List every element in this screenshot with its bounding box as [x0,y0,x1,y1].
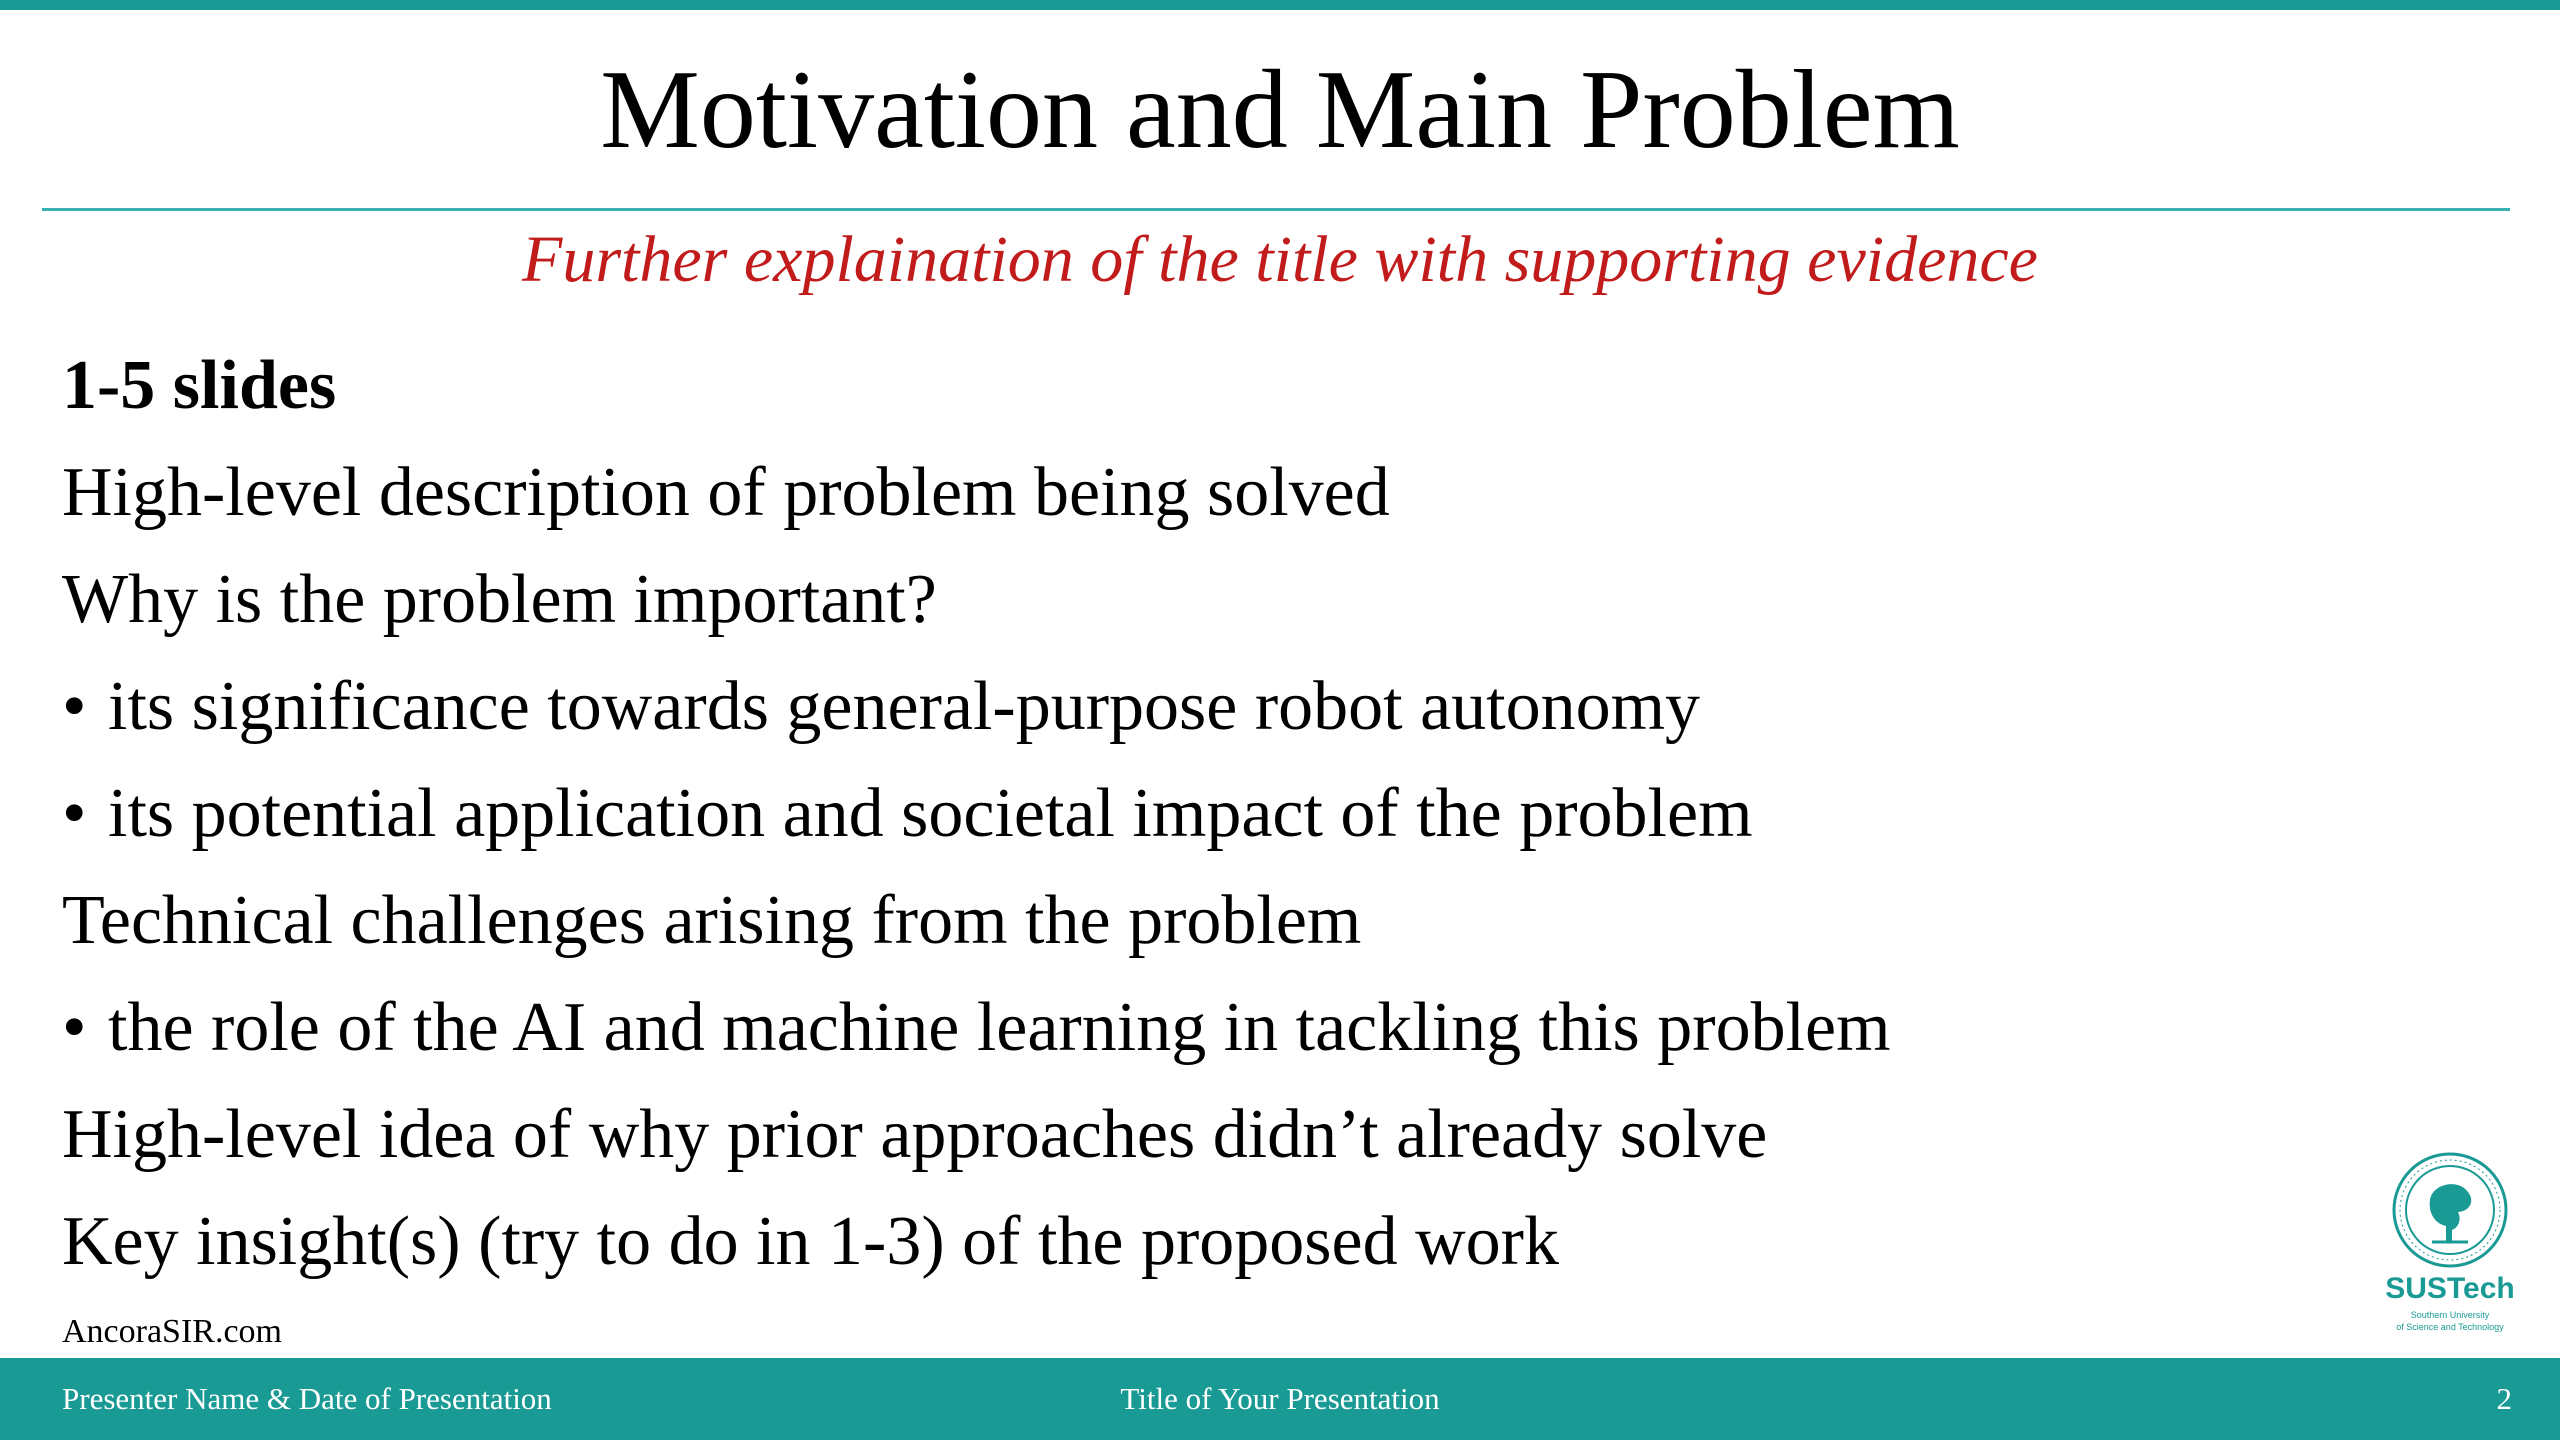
body-line [62,332,2362,439]
body-line-text: 1-5 slides [62,347,337,424]
body-line-text: its potential application and societal impact of the problem [108,775,1753,852]
slide-footer [0,1358,2560,1440]
site-url: AncoraSIR.com [62,1313,283,1350]
body-line-text: its significance towards general-purpose robot autonomy [108,668,1701,745]
body-line [62,653,2362,760]
body-line-text: High-level description of problem being solved [62,454,1390,531]
sustech-logo [2370,1150,2530,1350]
sustech-seal-icon [2370,1150,2530,1350]
top-accent-bar [0,0,2560,10]
body-line-text: Technical challenges arising from the problem [62,882,1362,959]
body-line [62,1188,2362,1295]
body-line [62,867,2362,974]
body-line [62,546,2362,653]
body-line [62,439,2362,546]
footer-page-number: 2 [2496,1381,2512,1416]
footer-presentation-title: Title of Your Presentation [1120,1381,1440,1416]
logo-tagline-line1: Southern University [2410,1310,2490,1320]
body-line [62,974,2362,1081]
bullet-marker: • [62,668,87,745]
body-line-text: High-level idea of why prior approaches didn’t already solve [62,1096,1768,1173]
slide-subtitle: Further explaination of the title with supporting evidence [522,223,2038,296]
body-line-text: Why is the problem important? [62,561,937,638]
slide-title: Motivation and Main Problem [600,48,1960,172]
bullet-marker: • [62,989,87,1066]
logo-wordmark: SUSTech [2385,1272,2515,1305]
logo-tagline-line2: of Science and Technology [2396,1322,2504,1332]
body-line-text: the role of the AI and machine learning in tackling this problem [108,989,1891,1066]
title-divider [42,208,2510,211]
body-line [62,1081,2362,1188]
body-line-text: Key insight(s) (try to do in 1-3) of the proposed work [62,1203,1559,1280]
body-line [62,760,2362,867]
footer-presenter: Presenter Name & Date of Presentation [62,1381,552,1416]
bullet-marker: • [62,775,87,852]
slide-body [62,332,2362,1295]
